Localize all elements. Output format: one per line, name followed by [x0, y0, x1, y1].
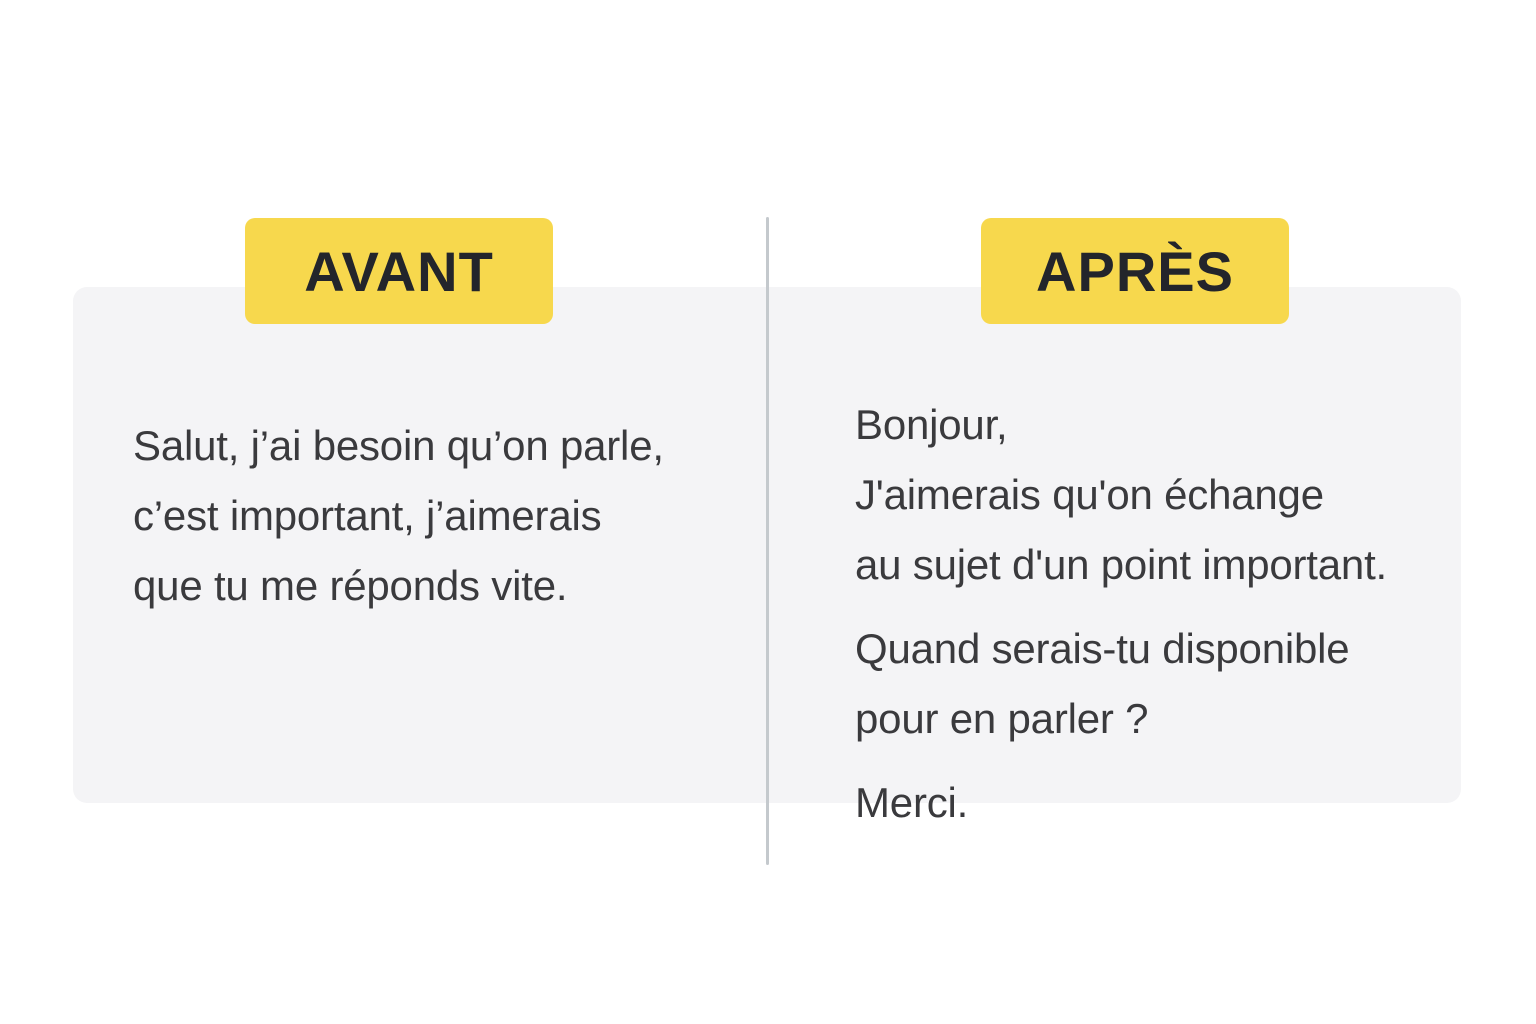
- before-text-line: que tu me réponds vite.: [133, 562, 568, 609]
- before-text-line: c’est important, j’aimerais: [133, 492, 602, 539]
- after-badge: [981, 218, 1289, 324]
- before-badge-label: AVANT: [304, 239, 494, 303]
- after-paragraph: [855, 768, 1387, 838]
- after-text-line: Merci.: [855, 779, 969, 826]
- vertical-divider: [766, 217, 769, 865]
- after-text-line: pour en parler ?: [855, 695, 1149, 742]
- after-text-line: au sujet d'un point important.: [855, 541, 1388, 588]
- after-paragraph: [855, 614, 1387, 754]
- after-paragraph: [855, 390, 1387, 600]
- before-message: [133, 411, 664, 621]
- after-badge-label: APRÈS: [1036, 239, 1234, 303]
- after-text-line: Quand serais-tu disponible: [855, 625, 1350, 672]
- after-text-line: Bonjour,: [855, 401, 1008, 448]
- after-text-line: J'aimerais qu'on échange: [855, 471, 1324, 518]
- after-message: [855, 390, 1387, 838]
- before-badge: [245, 218, 553, 324]
- before-text-line: Salut, j’ai besoin qu’on parle,: [133, 422, 664, 469]
